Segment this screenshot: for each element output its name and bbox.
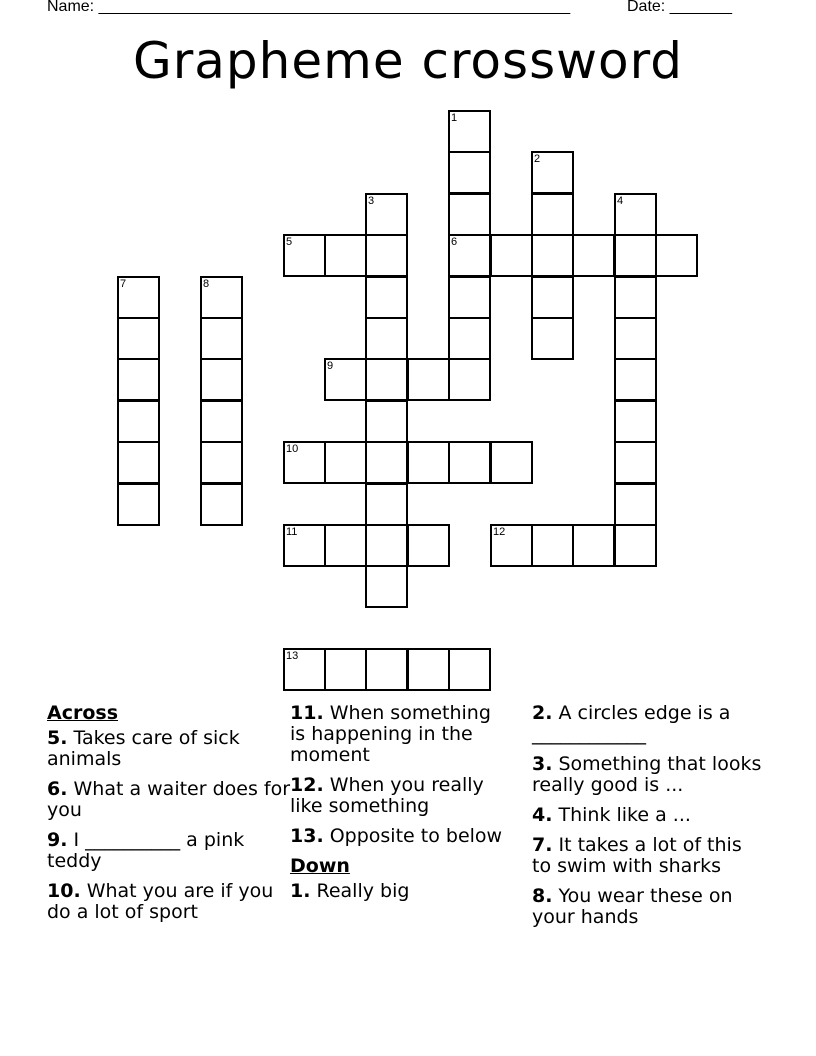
clue-text: Takes care of sick animals xyxy=(47,727,240,770)
grid-cell[interactable] xyxy=(614,358,657,401)
clue-text: Think like a ... xyxy=(552,804,691,826)
grid-cell[interactable] xyxy=(365,441,408,484)
clue-across-12: 12. When you really like something xyxy=(290,774,484,817)
clue-column-2 xyxy=(290,703,512,911)
grid-cell[interactable] xyxy=(490,524,533,567)
grid-cell[interactable] xyxy=(117,441,160,484)
grid-cell[interactable] xyxy=(572,234,615,277)
grid-cell[interactable] xyxy=(324,524,367,567)
grid-cell[interactable] xyxy=(407,441,450,484)
clue-text: Opposite to below xyxy=(323,825,503,847)
grid-cell[interactable] xyxy=(407,358,450,401)
cell-number: 2 xyxy=(534,153,541,165)
grid-cell[interactable] xyxy=(448,276,491,319)
grid-cell[interactable] xyxy=(324,441,367,484)
clue-text: Something that looks really good is ... xyxy=(532,753,762,796)
date-field-label[interactable]: Date: _______ xyxy=(627,0,732,15)
cell-number: 4 xyxy=(617,195,624,207)
grid-cell[interactable] xyxy=(117,483,160,526)
grid-cell[interactable] xyxy=(531,276,574,319)
clue-number: 9 xyxy=(47,829,61,851)
grid-cell[interactable] xyxy=(365,400,408,443)
clue-down-3: 3. Something that looks really good is ... xyxy=(532,753,762,796)
clue-across-5: 5. Takes care of sick animals xyxy=(47,727,240,770)
clue-text: A circles edge is a ____________ xyxy=(532,702,731,745)
cell-number: 8 xyxy=(203,278,210,290)
clue-text: What you are if you do a lot of sport xyxy=(47,880,274,923)
page-title: Grapheme crossword xyxy=(132,32,684,90)
cell-number: 10 xyxy=(286,443,299,455)
clue-down-1: 1. Really big xyxy=(290,880,410,902)
grid-cell[interactable] xyxy=(283,441,326,484)
grid-cell[interactable] xyxy=(365,524,408,567)
grid-cell[interactable] xyxy=(283,524,326,567)
grid-cell[interactable] xyxy=(448,648,491,691)
clue-down-7: 7. It takes a lot of this to swim with sharks xyxy=(532,834,742,877)
clue-number: 4 xyxy=(532,804,546,826)
grid-cell[interactable] xyxy=(448,110,491,153)
grid-cell[interactable] xyxy=(324,648,367,691)
grid-cell[interactable] xyxy=(531,524,574,567)
cell-number: 13 xyxy=(286,650,299,662)
cell-number: 1 xyxy=(451,112,458,124)
grid-cell[interactable] xyxy=(614,276,657,319)
cell-number: 9 xyxy=(327,360,334,372)
grid-cell[interactable] xyxy=(200,276,243,319)
grid-cell[interactable] xyxy=(283,648,326,691)
grid-cell[interactable] xyxy=(531,151,574,194)
clue-number: 8 xyxy=(532,885,546,907)
clue-down-8: 8. You wear these on your hands xyxy=(532,885,733,928)
clue-number: 6 xyxy=(47,778,61,800)
grid-cell[interactable] xyxy=(200,358,243,401)
cell-number: 3 xyxy=(368,195,375,207)
grid-cell[interactable] xyxy=(448,234,491,277)
clue-down-2: 2. A circles edge is a ____________ xyxy=(532,702,731,745)
grid-cell[interactable] xyxy=(490,441,533,484)
grid-cell[interactable] xyxy=(614,400,657,443)
clue-number: 11 xyxy=(290,702,317,724)
grid-cell[interactable] xyxy=(531,317,574,360)
grid-cell[interactable] xyxy=(614,524,657,567)
grid-cell[interactable] xyxy=(448,193,491,236)
grid-cell[interactable] xyxy=(365,234,408,277)
clue-text: I __________ a pink teddy xyxy=(47,829,245,872)
grid-cell[interactable] xyxy=(200,317,243,360)
clue-number: 13 xyxy=(290,825,317,847)
grid-cell[interactable] xyxy=(324,358,367,401)
grid-cell[interactable] xyxy=(200,441,243,484)
clue-text: What a waiter does for you xyxy=(47,778,291,821)
cell-number: 11 xyxy=(286,526,298,538)
grid-cell[interactable] xyxy=(365,565,408,608)
cell-number: 12 xyxy=(493,526,506,538)
clue-number: 3 xyxy=(532,753,546,775)
clue-text: It takes a lot of this to swim with sharks xyxy=(532,834,742,877)
grid-cell[interactable] xyxy=(365,483,408,526)
grid-cell[interactable] xyxy=(614,441,657,484)
clue-across-9: 9. I __________ a pink teddy xyxy=(47,829,245,872)
across-heading: Across xyxy=(47,702,119,724)
grid-cell[interactable] xyxy=(365,648,408,691)
clue-number: 2 xyxy=(532,702,546,724)
grid-cell[interactable] xyxy=(117,317,160,360)
grid-cell[interactable] xyxy=(365,193,408,236)
grid-cell[interactable] xyxy=(614,317,657,360)
name-field-label[interactable]: Name: _____________________________________________________ xyxy=(47,0,571,15)
grid-cell[interactable] xyxy=(614,483,657,526)
grid-cell[interactable] xyxy=(531,193,574,236)
grid-cell[interactable] xyxy=(448,151,491,194)
grid-cell[interactable] xyxy=(655,234,698,277)
clue-number: 5 xyxy=(47,727,61,749)
clue-column-3 xyxy=(532,703,762,937)
clue-text: Really big xyxy=(310,880,410,902)
clue-number: 1 xyxy=(290,880,304,902)
clue-across-10: 10. What you are if you do a lot of sport xyxy=(47,880,274,923)
cell-number: 6 xyxy=(451,236,458,248)
grid-cell[interactable] xyxy=(572,524,615,567)
cell-number: 5 xyxy=(286,236,293,248)
grid-cell[interactable] xyxy=(365,276,408,319)
grid-cell[interactable] xyxy=(117,358,160,401)
grid-cell[interactable] xyxy=(490,234,533,277)
grid-cell[interactable] xyxy=(448,358,491,401)
grid-cell[interactable] xyxy=(614,193,657,236)
clue-number: 12 xyxy=(290,774,317,796)
clue-text: You wear these on your hands xyxy=(532,885,733,928)
grid-cell[interactable] xyxy=(614,234,657,277)
clue-across-6: 6. What a waiter does for you xyxy=(47,778,291,821)
clue-text: When you really like something xyxy=(290,774,484,817)
cell-number: 7 xyxy=(120,278,127,290)
grid-cell[interactable] xyxy=(448,441,491,484)
down-heading: Down xyxy=(290,855,350,877)
grid-cell[interactable] xyxy=(448,317,491,360)
grid-cell[interactable] xyxy=(365,358,408,401)
grid-cell[interactable] xyxy=(117,400,160,443)
grid-cell[interactable] xyxy=(200,483,243,526)
grid-cell[interactable] xyxy=(531,234,574,277)
clue-number: 7 xyxy=(532,834,546,856)
grid-cell[interactable] xyxy=(200,400,243,443)
grid-cell[interactable] xyxy=(365,317,408,360)
clue-down-4: 4. Think like a ... xyxy=(532,804,691,826)
grid-cell[interactable] xyxy=(283,234,326,277)
grid-cell[interactable] xyxy=(407,648,450,691)
clue-column-1 xyxy=(47,703,292,932)
clue-text: When something is happening in the moment xyxy=(290,702,491,766)
clue-number: 10 xyxy=(47,880,74,902)
clue-across-11: 11. When something is happening in the moment xyxy=(290,702,491,766)
grid-cell[interactable] xyxy=(117,276,160,319)
grid-cell[interactable] xyxy=(407,524,450,567)
clue-across-13: 13. Opposite to below xyxy=(290,825,503,847)
grid-cell[interactable] xyxy=(324,234,367,277)
